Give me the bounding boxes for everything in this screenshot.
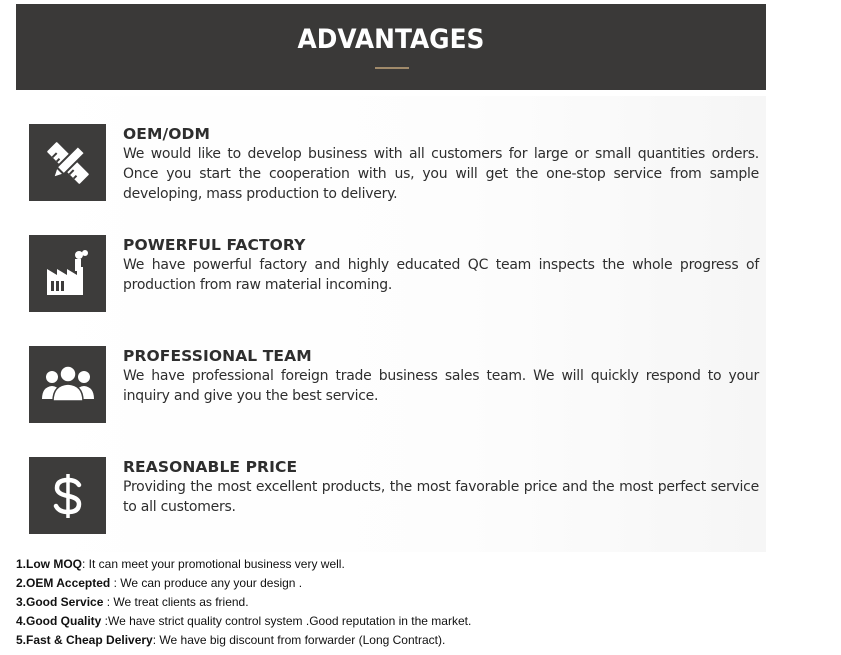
- list-item-label: 5.Fast & Cheap Delivery: [16, 633, 153, 647]
- list-item-text: : We have big discount from forwarder (Long Contract).: [152, 633, 446, 647]
- advantages-list: [16, 555, 816, 650]
- pencil-ruler-icon: [43, 138, 93, 188]
- feature-description: We have professional foreign trade business sales team. We will quickly respond to your inquiry and give you the best service.: [123, 368, 759, 404]
- feature-professional-team: [29, 346, 759, 424]
- factory-icon: [43, 249, 93, 299]
- feature-oem-odm: [29, 124, 759, 202]
- banner-title: ADVANTAGES: [297, 24, 485, 55]
- feature-icon-box: [29, 346, 106, 423]
- list-item-text: :We have strict quality control system .Good reputation in the market.: [101, 614, 472, 628]
- list-item: [16, 612, 816, 631]
- list-item: [16, 574, 816, 593]
- feature-powerful-factory: [29, 235, 759, 313]
- list-item-label: 4.Good Quality: [16, 614, 102, 628]
- list-item-label: 2.OEM Accepted: [16, 576, 111, 590]
- feature-title: REASONABLE PRICE: [123, 458, 298, 476]
- feature-icon-box: [29, 235, 106, 312]
- list-item-label: 3.Good Service: [16, 595, 104, 609]
- list-item-label: 1.Low MOQ: [16, 557, 82, 571]
- banner-divider: [375, 67, 409, 69]
- list-item: [16, 593, 816, 612]
- feature-title: PROFESSIONAL TEAM: [123, 347, 312, 365]
- feature-description: We have powerful factory and highly educated QC team inspects the whole progress of production from raw material incoming.: [123, 257, 759, 293]
- feature-icon-box: [29, 124, 106, 201]
- list-item-text: : We can produce any your design .: [110, 576, 303, 590]
- list-item-text: : It can meet your promotional business very well.: [82, 557, 345, 571]
- list-item: [16, 555, 816, 574]
- feature-title: OEM/ODM: [123, 125, 211, 143]
- team-icon: [40, 363, 96, 407]
- list-item: [16, 631, 816, 650]
- feature-reasonable-price: [29, 457, 759, 535]
- feature-description: We would like to develop business with all customers for large or small quantities orders. Once you start the cooperation with us, you will get the one-stop service from sample developing, mass production to delivery.: [123, 146, 759, 202]
- feature-title: POWERFUL FACTORY: [123, 236, 306, 254]
- dollar-icon: [48, 471, 88, 521]
- advantages-banner: [16, 4, 766, 90]
- list-item-text: : We treat clients as friend.: [103, 595, 249, 609]
- feature-description: Providing the most excellent products, the most favorable price and the most perfect service to all customers.: [123, 479, 759, 515]
- feature-icon-box: [29, 457, 106, 534]
